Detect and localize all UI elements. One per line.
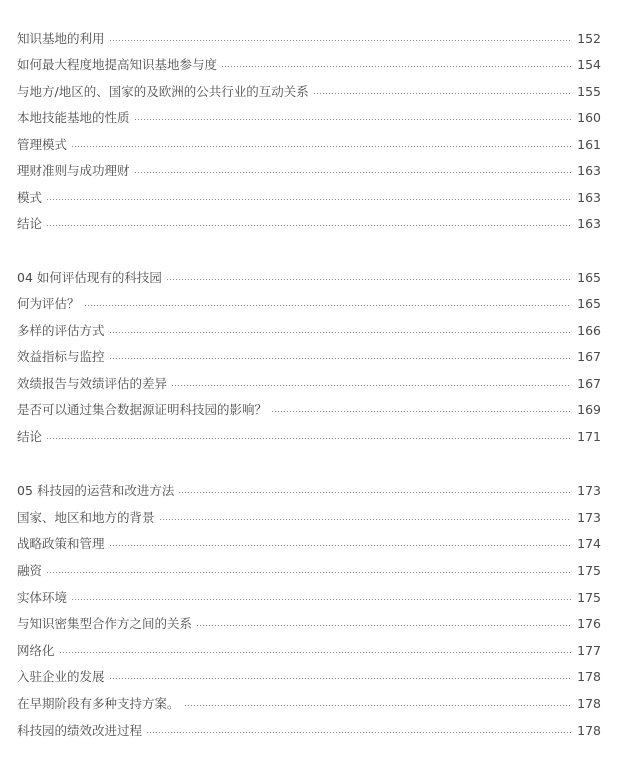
toc-entry[interactable] (17, 667, 601, 687)
toc-entry[interactable] (17, 108, 601, 128)
toc-entry[interactable] (17, 214, 601, 234)
toc-entry-page: 178 (577, 669, 601, 684)
toc-entry-page: 163 (577, 163, 601, 178)
toc-entry[interactable] (17, 29, 601, 49)
toc-entry-page: 178 (577, 723, 601, 738)
toc-entry[interactable] (17, 588, 601, 608)
toc-entry[interactable] (17, 721, 601, 741)
toc-entry-page: 173 (577, 510, 601, 525)
toc-entry[interactable] (17, 427, 601, 447)
toc-entry[interactable] (17, 694, 601, 714)
dot-leader (313, 93, 571, 94)
toc-entry-page: 176 (577, 616, 601, 631)
toc-chapter-entry[interactable] (17, 481, 601, 501)
dot-leader (134, 119, 571, 120)
dot-leader (159, 519, 571, 520)
toc-entry-title: 效绩报告与效绩评估的差异 (17, 376, 168, 391)
toc-entry-page: 177 (577, 643, 601, 658)
toc-entry-page: 174 (577, 536, 601, 551)
toc-entry-title: 结论 (17, 429, 43, 444)
toc-entry-title: 结论 (17, 216, 43, 231)
toc-entry-page: 175 (577, 590, 601, 605)
dot-leader (271, 411, 571, 412)
toc-entry-title: 网络化 (17, 643, 55, 658)
toc-entry-title: 04 如何评估现有的科技园 (17, 270, 162, 285)
toc-entry-page: 175 (577, 563, 601, 578)
toc-entry-title: 何为评估？ (17, 296, 80, 311)
toc-entry-title: 如何最大程度地提高知识基地参与度 (17, 57, 218, 72)
toc-entry-title: 知识基地的利用 (17, 31, 105, 46)
toc-entry[interactable] (17, 135, 601, 155)
dot-leader (109, 545, 571, 546)
dot-leader (46, 572, 571, 573)
toc-entry-page: 163 (577, 216, 601, 231)
dot-leader (146, 732, 571, 733)
toc-entry-title: 效益指标与监控 (17, 349, 105, 364)
dot-leader (171, 385, 571, 386)
toc-entry-title: 是否可以通过集合数据源证明科技园的影响？ (17, 402, 268, 417)
toc-entry-title: 战略政策和管理 (17, 536, 105, 551)
dot-leader (46, 199, 571, 200)
dot-leader (46, 225, 571, 226)
toc-chapter-entry[interactable] (17, 268, 601, 288)
toc-entry-title: 05 科技园的运营和改进方法 (17, 483, 175, 498)
dot-leader (109, 40, 571, 41)
dot-leader (71, 599, 571, 600)
toc-entry-page: 155 (577, 84, 601, 99)
toc-entry-page: 161 (577, 137, 601, 152)
toc-entry-title: 理财准则与成功理财 (17, 163, 130, 178)
toc-entry-title: 实体环境 (17, 590, 68, 605)
toc-entry[interactable] (17, 400, 601, 420)
toc-entry[interactable] (17, 374, 601, 394)
toc-entry-page: 166 (577, 323, 601, 338)
dot-leader (178, 492, 571, 493)
toc-entry[interactable] (17, 614, 601, 634)
toc-entry-title: 科技园的绩效改进过程 (17, 723, 143, 738)
toc-entry[interactable] (17, 534, 601, 554)
toc-entry[interactable] (17, 161, 601, 181)
dot-leader (109, 678, 571, 679)
toc-entry-page: 169 (577, 402, 601, 417)
toc-entry[interactable] (17, 55, 601, 75)
toc-entry[interactable] (17, 188, 601, 208)
toc-entry-title: 与知识密集型合作方之间的关系 (17, 616, 193, 631)
dot-leader (46, 438, 571, 439)
toc-entry-page: 160 (577, 110, 601, 125)
dot-leader (59, 652, 571, 653)
toc-entry[interactable] (17, 347, 601, 367)
dot-leader (71, 146, 571, 147)
toc-entry-page: 165 (577, 270, 601, 285)
toc-entry-page: 167 (577, 376, 601, 391)
toc-entry[interactable] (17, 641, 601, 661)
dot-leader (196, 625, 571, 626)
toc-entry[interactable] (17, 561, 601, 581)
toc-entry-title: 与地方/地区的、国家的及欧洲的公共行业的互动关系 (17, 84, 309, 99)
dot-leader (184, 705, 571, 706)
toc-entry-page: 154 (577, 57, 601, 72)
dot-leader (166, 279, 571, 280)
toc-entry-title: 本地技能基地的性质 (17, 110, 130, 125)
toc-entry-page: 167 (577, 349, 601, 364)
toc-entry[interactable] (17, 508, 601, 528)
toc-entry[interactable] (17, 294, 601, 314)
dot-leader (221, 66, 571, 67)
dot-leader (109, 358, 571, 359)
toc-entry-title: 在早期阶段有多种支持方案。 (17, 696, 180, 711)
dot-leader (134, 172, 571, 173)
toc-entry-page: 178 (577, 696, 601, 711)
toc-entry-page: 171 (577, 429, 601, 444)
dot-leader (84, 305, 571, 306)
toc-entry[interactable] (17, 321, 601, 341)
toc-entry-page: 152 (577, 31, 601, 46)
toc-entry-title: 国家、地区和地方的背景 (17, 510, 155, 525)
toc-entry[interactable] (17, 82, 601, 102)
toc-entry-title: 融资 (17, 563, 43, 578)
toc-entry-title: 模式 (17, 190, 43, 205)
toc-entry-page: 165 (577, 296, 601, 311)
toc-entry-title: 管理模式 (17, 137, 68, 152)
toc-entry-title: 多样的评估方式 (17, 323, 105, 338)
toc-entry-page: 163 (577, 190, 601, 205)
dot-leader (109, 332, 571, 333)
toc-entry-title: 入驻企业的发展 (17, 669, 105, 684)
toc-entry-page: 173 (577, 483, 601, 498)
